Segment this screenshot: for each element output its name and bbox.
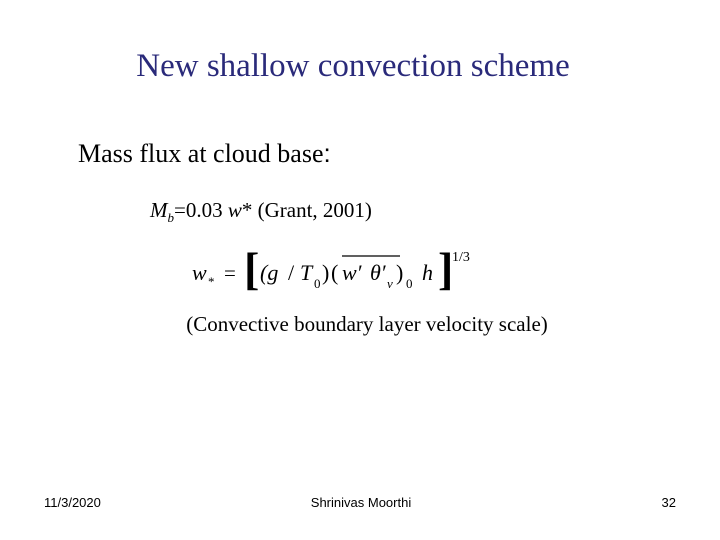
caption: (Convective boundary layer velocity scale) xyxy=(186,312,548,336)
eq-lhs-w: w xyxy=(192,260,207,285)
eq-theta-prime: θ′ xyxy=(370,260,386,285)
eq-theta-sub: v xyxy=(387,276,393,291)
eq-h: h xyxy=(422,260,433,285)
w-star: * xyxy=(241,198,253,222)
eq-g: (g xyxy=(260,260,279,285)
footer-date: 11/3/2020 xyxy=(44,495,101,510)
bullet-colon: : xyxy=(323,138,331,168)
footer-page-number: 32 xyxy=(661,495,676,510)
eq-lhs-star: * xyxy=(208,274,215,289)
eq-paren-close-1: ) xyxy=(322,260,330,285)
mb-equals-text: =0.03 xyxy=(174,198,228,222)
footer-author: Shrinivas Moorthi xyxy=(310,495,412,510)
mass-flux-formula xyxy=(150,198,372,226)
eq-T-sub: 0 xyxy=(314,276,321,291)
eq-slash: / xyxy=(288,260,295,285)
eq-paren-close-2: ) xyxy=(396,260,404,285)
mb-subscript: b xyxy=(167,210,174,226)
eq-open-bracket: [ xyxy=(244,243,260,294)
eq-exponent: 1/3 xyxy=(452,250,470,265)
eq-close-bracket: ] xyxy=(438,243,454,294)
citation: (Grant, 2001) xyxy=(252,198,372,222)
bullet-text xyxy=(78,138,331,169)
mb-variable: M xyxy=(150,198,168,222)
overbar-icon xyxy=(342,254,400,258)
eq-w-prime: w′ xyxy=(342,260,362,285)
eq-T: T xyxy=(300,260,313,285)
bullet-label: Mass flux at cloud base xyxy=(78,139,324,168)
convective-velocity-equation xyxy=(186,240,486,300)
eq-paren-sub: 0 xyxy=(406,276,413,291)
slide-title: New shallow convection scheme xyxy=(136,48,570,84)
w-variable: w xyxy=(227,198,242,222)
eq-paren-open-2: ( xyxy=(331,260,339,285)
eq-equals: = xyxy=(224,261,236,285)
